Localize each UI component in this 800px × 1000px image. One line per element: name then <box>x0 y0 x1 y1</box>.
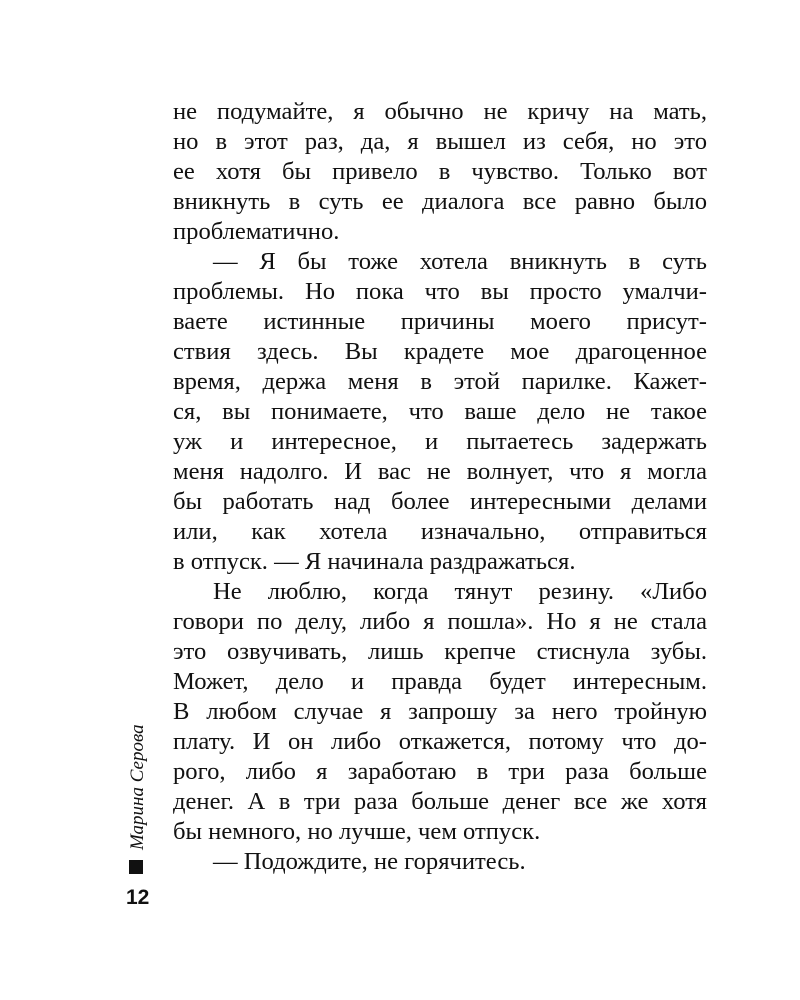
text-line: время, держа меня в этой парилке. Кажет- <box>173 368 707 395</box>
text-line: меня надолго. И вас не волнует, что я могла <box>173 458 707 485</box>
body-text <box>173 97 707 877</box>
text-line: бы немного, но лучше, чем отпуск. <box>173 818 541 845</box>
text-line: денег. А в три раза больше денег все же хотя <box>173 788 707 815</box>
text-line: это озвучивать, лишь крепче стиснула зубы. <box>173 638 707 665</box>
folio-square-marker <box>129 860 143 874</box>
text-line: но в этот раз, да, я вышел из себя, но это <box>173 128 707 155</box>
text-line: Может, дело и правда будет интересным. <box>173 668 707 695</box>
text-line: В любом случае я запрошу за него тройную <box>173 698 707 725</box>
text-line: ствия здесь. Вы крадете мое драгоценное <box>173 338 707 365</box>
text-line: вникнуть в суть ее диалога все равно было <box>173 188 707 215</box>
page-number: 12 <box>126 886 150 909</box>
text-line: — Я бы тоже хотела вникнуть в суть <box>213 248 707 275</box>
text-line: ся, вы понимаете, что ваше дело не такое <box>173 398 707 425</box>
author-running-head: Марина Серова <box>127 724 148 850</box>
text-line: ваете истинные причины моего присут- <box>173 308 707 335</box>
text-line: не подумайте, я обычно не кричу на мать, <box>173 98 707 125</box>
text-line: ее хотя бы привело в чувство. Только вот <box>173 158 707 185</box>
text-line: плату. И он либо откажется, потому что до- <box>173 728 707 755</box>
text-line: проблемы. Но пока что вы просто умалчи- <box>173 278 707 305</box>
text-line: — Подождите, не горячитесь. <box>213 848 526 875</box>
text-line: Не люблю, когда тянут резину. «Либо <box>213 578 707 605</box>
text-line: или, как хотела изначально, отправиться <box>173 518 707 545</box>
text-line: проблематично. <box>173 218 340 245</box>
text-line: бы работать над более интересными делами <box>173 488 707 515</box>
text-line: говори по делу, либо я пошла». Но я не стала <box>173 608 707 635</box>
text-line: в отпуск. — Я начинала раздражаться. <box>173 548 576 575</box>
text-line: уж и интересное, и пытаетесь задержать <box>173 428 707 455</box>
text-line: рого, либо я заработаю в три раза больше <box>173 758 707 785</box>
